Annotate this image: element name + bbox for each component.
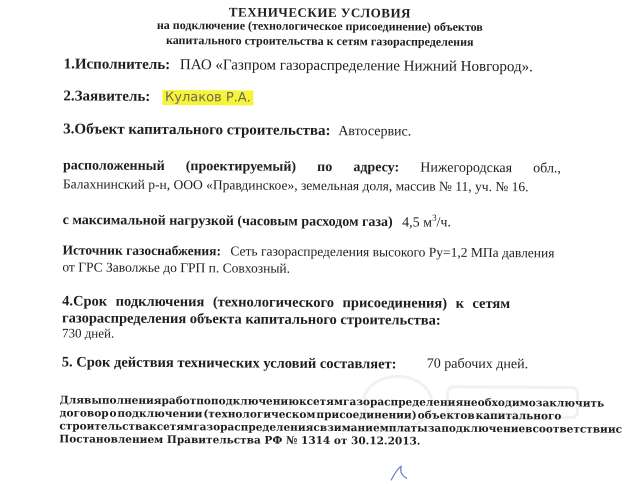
validity-value: 70 рабочих дней.: [426, 356, 529, 373]
address-line-2: Балахнинский р-н, ООО «Правдинское», земельная доля, массив № 11, уч. № 16.: [62, 176, 529, 195]
address-word: Нижегородская: [420, 160, 513, 177]
footnote-word: (технологическом: [203, 408, 316, 421]
footnote-word: Для: [59, 394, 85, 407]
address-word: по: [317, 159, 333, 176]
footnote-word: необходимо: [463, 396, 536, 410]
footnote-word: газораспределения: [193, 421, 314, 434]
object-value: Автосервис.: [338, 124, 412, 140]
footnote-word: присоединении): [316, 408, 417, 422]
footnote-word: о: [109, 407, 117, 420]
source-line-1: [62, 242, 554, 261]
footnote-word: в: [525, 423, 533, 436]
term-word: (технологического: [212, 294, 335, 312]
load-row: [63, 210, 451, 231]
term-word: подключения: [115, 293, 205, 311]
load-unit-tail: /ч.: [436, 215, 452, 231]
document-subtitle-line-1: на подключение (технологическое присоединение) объектов: [156, 17, 483, 34]
footnote-word: взиманием: [319, 421, 389, 435]
footnote-word: по: [196, 395, 211, 408]
footnote-word: сетям: [156, 420, 194, 434]
footnote-word: подключению: [210, 395, 300, 408]
load-label: с максимальной нагрузкой (часовым расходом газа): [62, 213, 393, 231]
footnote: [59, 394, 623, 449]
address-word: (проектируемый): [185, 159, 297, 175]
footnote-word: подключении: [117, 407, 203, 421]
footnote-word: работ: [161, 394, 197, 408]
object-row: [63, 121, 411, 140]
footnote-word: выполнения: [84, 394, 162, 407]
document-subtitle-line-2: капитального строительства к сетям газораспределения: [165, 33, 474, 49]
footnote-word: с: [313, 421, 320, 434]
load-unit-sup: 3: [432, 212, 437, 223]
footnote-word: подключение: [441, 422, 526, 436]
footnote-line-4: Постановлением Правительства РФ № 1314 от 30.12.2013.: [59, 433, 421, 448]
address-word: расположенный: [62, 158, 165, 175]
address-word: обл.,: [533, 161, 562, 177]
source-value: Сеть газораспределения высокого Ру=1,2 МПа давления: [230, 243, 555, 261]
executor-value: ПАО «Газпром газораспределение Нижний Новгород».: [179, 57, 533, 76]
term-line-2: газораспределения объекта капитального строительства:: [62, 310, 441, 329]
address-line-1: [63, 158, 561, 177]
applicant-value: Кулаков Р.А.: [162, 90, 254, 106]
footnote-word: объектов: [417, 409, 475, 422]
footnote-word: платы: [388, 422, 428, 435]
footnote-word: за: [427, 422, 442, 435]
executor-row: [64, 56, 533, 76]
applicant-label: 2.Заявитель:: [63, 88, 151, 105]
footnote-word: заключить: [535, 397, 605, 410]
address-word: адресу:: [353, 160, 400, 176]
footnote-word: с: [615, 423, 623, 436]
footnote-word: к: [149, 420, 157, 433]
footnote-word: капитального: [475, 409, 562, 423]
applicant-row: [63, 88, 254, 106]
footnote-word: соответствии: [532, 423, 616, 436]
footnote-word: сетям: [306, 395, 344, 409]
load-value: 4,5 м: [402, 215, 433, 231]
executor-label: 1.Исполнитель:: [63, 56, 171, 74]
term-word: присоединения): [342, 295, 448, 312]
footnote-word: газораспределения: [343, 396, 464, 409]
footnote-word: договор: [59, 407, 109, 420]
term-value: 730 дней.: [61, 325, 115, 341]
term-word: к: [455, 295, 465, 312]
term-word: 4.Срок: [62, 293, 108, 310]
object-label: 3.Объект капитального строительства:: [63, 121, 331, 140]
footnote-word: к: [298, 395, 307, 408]
source-line-2: от ГРС Заволжье до ГРП п. Совхозный.: [62, 259, 291, 276]
validity-label: 5. Срок действия технических условий составляет:: [61, 354, 397, 373]
source-label: Источник газоснабжения:: [62, 242, 222, 259]
document-title: ТЕХНИЧЕСКИЕ УСЛОВИЯ: [228, 4, 412, 21]
term-word: сетям: [472, 295, 511, 313]
footnote-word: строительства: [59, 420, 150, 433]
